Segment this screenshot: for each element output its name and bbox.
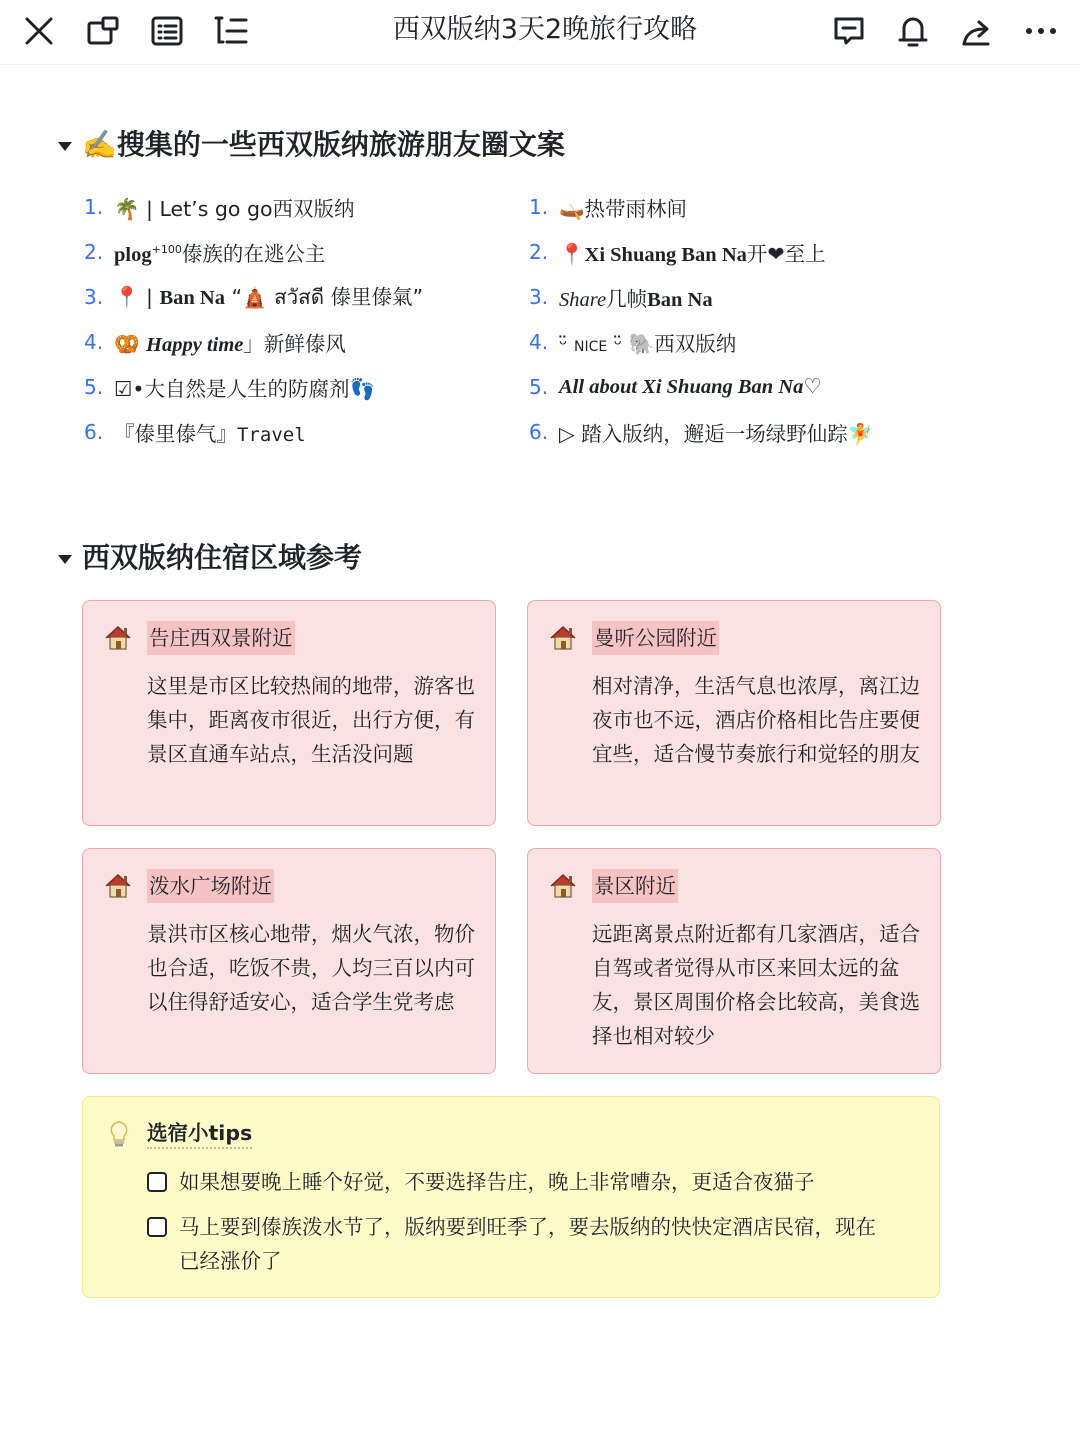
list-text-part: 🛶热带雨林间 <box>559 196 688 221</box>
list-text-part: ♡ <box>803 374 822 398</box>
todo-checkbox[interactable] <box>147 1172 167 1192</box>
list-text-part: 🥨 <box>114 331 147 356</box>
caption-list-item <box>84 229 423 274</box>
todo-item <box>147 1165 889 1199</box>
list-text-part: All about Xi Shuang Ban Na <box>559 376 804 398</box>
list-text-part: 几帧 <box>606 286 648 311</box>
list-text-part: Share <box>559 288 607 311</box>
new-window-icon[interactable] <box>83 11 123 51</box>
caption-list-item <box>529 274 873 319</box>
list-text <box>559 237 826 267</box>
list-text-part: ☑•大自然是人生的防腐剂👣 <box>114 376 375 401</box>
caption-list-item <box>529 229 873 274</box>
lodging-card <box>527 848 941 1074</box>
list-number: 3. <box>84 284 104 309</box>
caption-list-item <box>84 319 423 364</box>
share-icon[interactable] <box>957 11 997 51</box>
card-body: 相对清净，生活气息也浓厚，离江边夜市也不远，酒店价格相比告庄要便宜些，适合慢节奏旅行和觉轻的朋友 <box>592 674 920 766</box>
list-number: 4. <box>84 329 104 354</box>
list-text-part: Xi Shuang Ban Na <box>584 243 747 266</box>
caption-list-item <box>529 364 873 409</box>
section-heading-lodging <box>58 538 362 578</box>
close-icon[interactable] <box>19 11 59 51</box>
table-of-contents-icon[interactable] <box>211 11 251 51</box>
list-text-part: Ban Na <box>159 286 225 309</box>
caption-list-item <box>84 274 423 319</box>
card-body: 景洪市区核心地带，烟火气浓，物价也合适，吃饭不贵，人均三百以内可以住得舒适安心，适合学生党考虑 <box>147 922 475 1014</box>
caption-list-item <box>529 409 873 454</box>
section-heading-text: 西双版纳住宿区域参考 <box>82 541 363 574</box>
list-number: 4. <box>529 329 549 354</box>
list-text-part: Ban Na <box>647 288 713 311</box>
caption-list-item <box>84 409 423 454</box>
list-text <box>114 237 325 267</box>
house-icon <box>103 871 133 901</box>
list-text-part: “🛕 สวัสดี 傣里傣氣” <box>224 284 424 309</box>
caption-list-left <box>84 184 423 454</box>
list-text <box>114 327 346 357</box>
collapse-caret-icon[interactable] <box>58 142 72 151</box>
list-text <box>559 282 713 312</box>
todo-text: 马上要到傣族泼水节了，版纳要到旺季了，要去版纳的快快定酒店民宿，现在已经涨价了 <box>179 1215 876 1273</box>
list-number: 5. <box>84 374 104 399</box>
list-text <box>114 417 306 447</box>
section-heading-captions <box>58 125 565 165</box>
section-heading-text: 搜集的一些西双版纳旅游朋友圈文案 <box>116 128 565 161</box>
collapse-caret-icon[interactable] <box>58 555 72 564</box>
tips-callout <box>82 1096 940 1298</box>
caption-list-item <box>529 319 873 364</box>
list-text-part: ᵕ̈ <box>559 331 574 356</box>
list-text <box>559 327 736 357</box>
list-text-part: ᵕ̈ 🐘西双版纳 <box>607 331 737 356</box>
list-number: 6. <box>529 419 549 444</box>
list-text-part: Travel <box>237 423 306 446</box>
list-text-part: 」新鲜傣风 <box>243 331 346 356</box>
list-text-part: +100 <box>151 242 182 256</box>
list-number: 2. <box>84 239 104 264</box>
list-text-part: 开❤至上 <box>746 241 826 266</box>
lodging-card <box>82 600 496 826</box>
list-text-part: NICE <box>574 338 608 355</box>
toolbar-divider <box>0 64 1080 65</box>
caption-list-item <box>84 184 423 229</box>
caption-list-item <box>84 364 423 409</box>
list-text-part: 『傣里傣气』 <box>114 421 237 446</box>
list-text <box>559 374 822 399</box>
list-text-part: plog <box>114 243 152 266</box>
card-body: 这里是市区比较热闹的地带，游客也集中，距离夜市很近，出行方便，有景区直通车站点，生活没问题 <box>147 674 475 766</box>
top-toolbar <box>0 0 1080 62</box>
caption-list-item <box>529 184 873 229</box>
todo-text: 如果想要晚上睡个好觉，不要选择告庄，晚上非常嘈杂，更适合夜猫子 <box>179 1170 815 1194</box>
list-text-part: ▷ 踏入版纳，邂逅一场绿野仙踪🧚 <box>559 421 874 446</box>
house-icon <box>103 623 133 653</box>
card-title: 告庄西双景附近 <box>147 621 295 655</box>
list-number: 2. <box>529 239 549 264</box>
list-text-part: 🌴 | Let’s go go西双版纳 <box>114 196 355 221</box>
list-text-part: 📍 <box>559 241 585 266</box>
bell-icon[interactable] <box>893 11 933 51</box>
writing-hand-icon: ✍️ <box>82 128 117 161</box>
list-number: 6. <box>84 419 104 444</box>
card-title: 景区附近 <box>592 869 678 903</box>
caption-list-right <box>529 184 873 454</box>
lodging-card <box>527 600 941 826</box>
comment-icon[interactable] <box>829 11 869 51</box>
lodging-card <box>82 848 496 1074</box>
list-text <box>114 372 375 402</box>
list-text <box>114 280 423 314</box>
list-text <box>114 192 355 222</box>
lightbulb-icon <box>107 1119 131 1149</box>
list-number: 3. <box>529 284 549 309</box>
more-icon[interactable] <box>1021 11 1061 51</box>
list-number: 1. <box>529 194 549 219</box>
document-title: 西双版纳3天2晚旅行攻略 <box>392 14 698 45</box>
outline-icon[interactable] <box>147 11 187 51</box>
list-number: 1. <box>84 194 104 219</box>
list-text-part: 📍 | <box>114 284 160 309</box>
list-text <box>559 192 687 222</box>
card-title: 曼听公园附近 <box>592 621 719 655</box>
list-text-part: 傣族的在逃公主 <box>181 241 326 266</box>
list-text-part: Happy time <box>146 333 244 356</box>
todo-item <box>147 1210 889 1278</box>
card-title: 泼水广场附近 <box>147 869 274 903</box>
list-number: 5. <box>529 374 549 399</box>
house-icon <box>548 871 578 901</box>
card-body: 远距离景点附近都有几家酒店，适合自驾或者觉得从市区来回太远的盆友，景区周围价格会比较高，美食选择也相对较少 <box>592 922 920 1048</box>
list-text <box>559 417 873 447</box>
house-icon <box>548 623 578 653</box>
tips-title: 选宿小tips <box>147 1119 252 1149</box>
todo-checkbox[interactable] <box>147 1217 167 1237</box>
